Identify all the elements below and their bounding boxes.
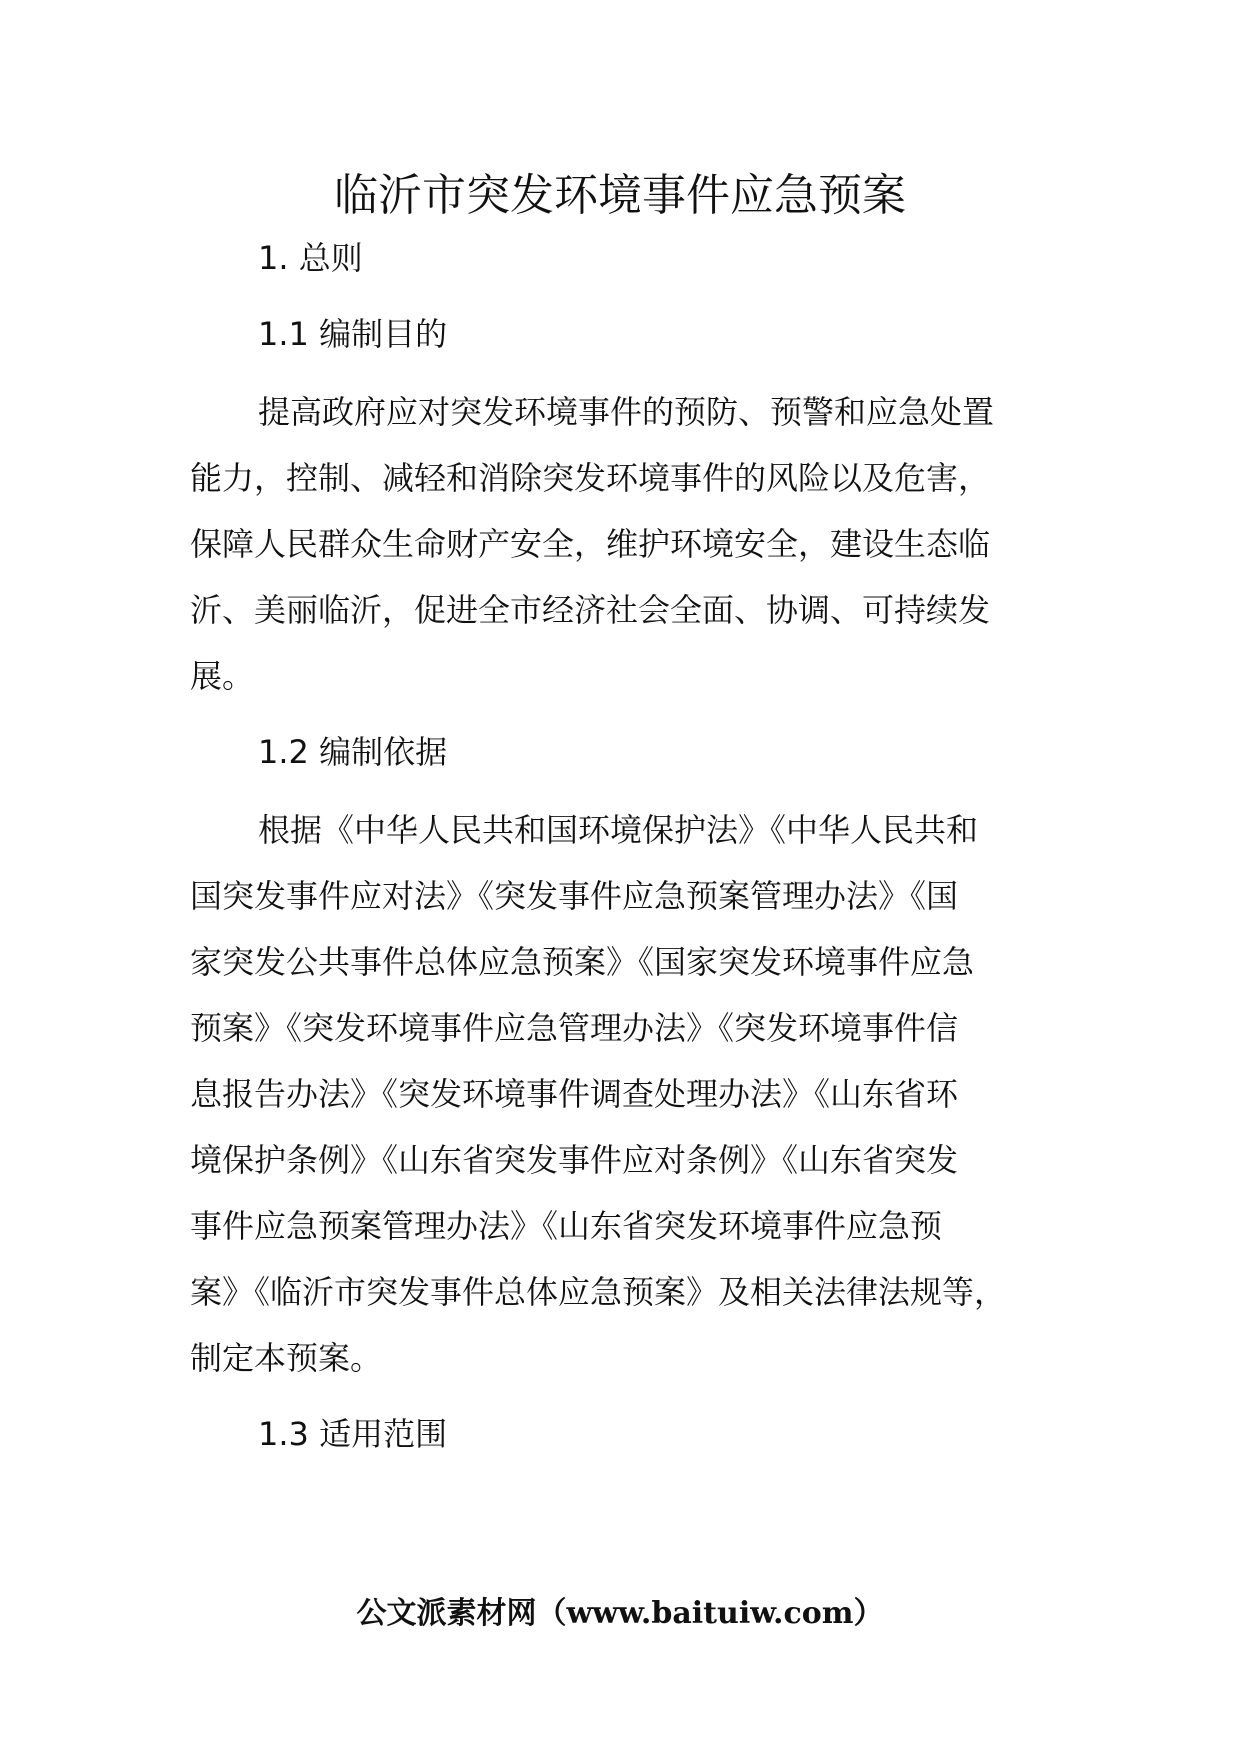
section-1-2-heading: 1.2 编制依据 [258, 733, 448, 771]
paragraph-line: 预案》《突发环境事件应急管理办法》《突发环境事件信 [190, 1009, 959, 1047]
section-1-3-heading: 1.3 适用范围 [258, 1415, 448, 1453]
footer-watermark-text: 公文派素材网（www.baituiw.com） [356, 1596, 884, 1631]
paragraph-line: 保障人民群众生命财产安全，维护环境安全，建设生态临 [190, 525, 991, 563]
paragraph-line: 能力，控制、减轻和消除突发环境事件的风险以及危害， [190, 459, 991, 497]
paragraph-line: 境保护条例》《山东省突发事件应对条例》《山东省突发 [190, 1141, 959, 1179]
paragraph-line: 事件应急预案管理办法》《山东省突发环境事件应急预 [190, 1207, 943, 1245]
document-title: 临沂市突发环境事件应急预案 [334, 170, 906, 221]
paragraph-line: 案》《临沂市突发事件总体应急预案》及相关法律法规等， [190, 1273, 1007, 1311]
paragraph-line: 展。 [190, 657, 255, 695]
paragraph-line: 沂、美丽临沂，促进全市经济社会全面、协调、可持续发 [190, 591, 991, 629]
section-1-1-heading: 1.1 编制目的 [258, 315, 448, 353]
paragraph-line: 家突发公共事件总体应急预案》《国家突发环境事件应急 [190, 943, 975, 981]
paragraph-line: 制定本预案。 [190, 1339, 383, 1377]
paragraph-line: 根据《中华人民共和国环境保护法》《中华人民共和 [258, 811, 979, 849]
section-1-heading: 1. 总则 [258, 239, 363, 277]
paragraph-line: 提高政府应对突发环境事件的预防、预警和应急处置 [258, 393, 995, 431]
paragraph-line: 国突发事件应对法》《突发事件应急预案管理办法》《国 [190, 877, 959, 915]
paragraph-line: 息报告办法》《突发环境事件调查处理办法》《山东省环 [190, 1075, 959, 1113]
